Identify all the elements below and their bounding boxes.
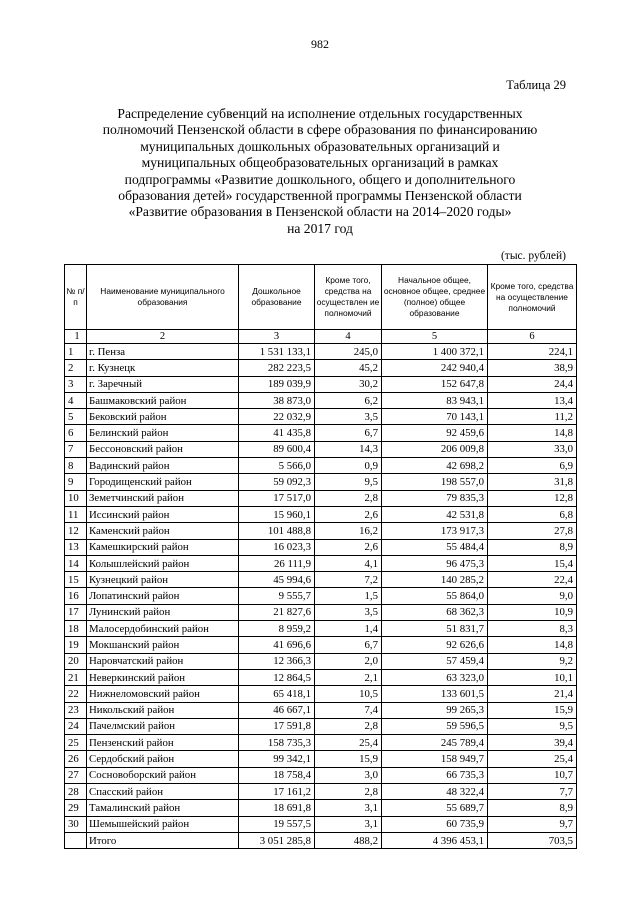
municipality-name: Кузнецкий район [87, 572, 239, 588]
preschool-extra-value: 7,2 [315, 572, 382, 588]
general-extra-value: 12,8 [488, 490, 577, 506]
preschool-extra-value: 2,6 [315, 539, 382, 555]
column-number: 6 [488, 330, 577, 344]
table-row [65, 669, 577, 685]
total-label: Итого [87, 832, 239, 848]
general-extra-value: 14,8 [488, 425, 577, 441]
column-number: 1 [65, 330, 87, 344]
total-general-extra: 703,5 [488, 832, 577, 848]
general-value: 92 459,6 [382, 425, 488, 441]
row-number: 20 [65, 653, 87, 669]
row-number: 26 [65, 751, 87, 767]
general-extra-value: 10,9 [488, 604, 577, 620]
preschool-value: 99 342,1 [239, 751, 315, 767]
preschool-extra-value: 16,2 [315, 523, 382, 539]
general-extra-value: 24,4 [488, 376, 577, 392]
preschool-extra-value: 14,3 [315, 441, 382, 457]
preschool-extra-value: 25,4 [315, 735, 382, 751]
municipality-name: Иссинский район [87, 506, 239, 522]
header-preschool: Дошкольное образование [239, 265, 315, 330]
table-row [65, 751, 577, 767]
general-value: 140 285,2 [382, 572, 488, 588]
row-number: 22 [65, 686, 87, 702]
preschool-value: 9 555,7 [239, 588, 315, 604]
municipality-name: Сосновоборский район [87, 767, 239, 783]
municipality-name: Башмаковский район [87, 392, 239, 408]
preschool-extra-value: 15,9 [315, 751, 382, 767]
total-row [65, 832, 577, 848]
general-value: 133 601,5 [382, 686, 488, 702]
general-value: 79 835,3 [382, 490, 488, 506]
municipality-name: Никольский район [87, 702, 239, 718]
table-row [65, 392, 577, 408]
header-general: Начальное общее, основное общее, среднее (полное) общее образование [382, 265, 488, 330]
general-value: 70 143,1 [382, 409, 488, 425]
municipality-name: Наровчатский район [87, 653, 239, 669]
municipality-name: Пачелмский район [87, 718, 239, 734]
municipality-name: г. Пенза [87, 344, 239, 360]
total-number-cell [65, 832, 87, 848]
preschool-extra-value: 3,1 [315, 800, 382, 816]
general-value: 55 484,4 [382, 539, 488, 555]
general-extra-value: 33,0 [488, 441, 577, 457]
table-row [65, 637, 577, 653]
general-value: 92 626,6 [382, 637, 488, 653]
preschool-extra-value: 6,7 [315, 425, 382, 441]
preschool-value: 12 864,5 [239, 669, 315, 685]
row-number: 15 [65, 572, 87, 588]
general-extra-value: 21,4 [488, 686, 577, 702]
row-number: 12 [65, 523, 87, 539]
municipality-name: Шемышейский район [87, 816, 239, 832]
row-number: 21 [65, 669, 87, 685]
preschool-extra-value: 9,5 [315, 474, 382, 490]
preschool-extra-value: 2,8 [315, 718, 382, 734]
municipality-name: Неверкинский район [87, 669, 239, 685]
header-general-extra: Кроме того, средства на осуществление полномочий [488, 265, 577, 330]
table-row [65, 718, 577, 734]
preschool-extra-value: 1,5 [315, 588, 382, 604]
general-extra-value: 6,8 [488, 506, 577, 522]
preschool-value: 1 531 133,1 [239, 344, 315, 360]
preschool-value: 89 600,4 [239, 441, 315, 457]
general-value: 51 831,7 [382, 621, 488, 637]
table-row [65, 621, 577, 637]
row-number: 13 [65, 539, 87, 555]
general-extra-value: 39,4 [488, 735, 577, 751]
preschool-value: 17 161,2 [239, 784, 315, 800]
total-preschool-extra: 488,2 [315, 832, 382, 848]
general-extra-value: 25,4 [488, 751, 577, 767]
general-extra-value: 8,9 [488, 539, 577, 555]
general-extra-value: 6,9 [488, 458, 577, 474]
general-extra-value: 9,5 [488, 718, 577, 734]
table-row [65, 572, 577, 588]
header-num: № п/п [65, 265, 87, 330]
column-number: 4 [315, 330, 382, 344]
general-value: 206 009,8 [382, 441, 488, 457]
general-value: 83 943,1 [382, 392, 488, 408]
preschool-value: 12 366,3 [239, 653, 315, 669]
row-number: 25 [65, 735, 87, 751]
general-value: 198 557,0 [382, 474, 488, 490]
general-extra-value: 9,0 [488, 588, 577, 604]
table-row [65, 474, 577, 490]
municipality-name: Лунинский район [87, 604, 239, 620]
column-number: 3 [239, 330, 315, 344]
table-row [65, 360, 577, 376]
general-value: 66 735,3 [382, 767, 488, 783]
row-number: 6 [65, 425, 87, 441]
preschool-value: 26 111,9 [239, 555, 315, 571]
total-preschool: 3 051 285,8 [239, 832, 315, 848]
title-line: на 2017 год [287, 220, 353, 236]
general-value: 158 949,7 [382, 751, 488, 767]
preschool-value: 17 517,0 [239, 490, 315, 506]
municipality-name: Земетчинский район [87, 490, 239, 506]
preschool-value: 59 092,3 [239, 474, 315, 490]
municipality-name: Сердобский район [87, 751, 239, 767]
municipality-name: Белинский район [87, 425, 239, 441]
preschool-value: 282 223,5 [239, 360, 315, 376]
preschool-extra-value: 3,5 [315, 604, 382, 620]
preschool-value: 45 994,6 [239, 572, 315, 588]
general-value: 68 362,3 [382, 604, 488, 620]
table-row [65, 702, 577, 718]
row-number: 17 [65, 604, 87, 620]
table-row [65, 555, 577, 571]
general-value: 42 531,8 [382, 506, 488, 522]
general-extra-value: 27,8 [488, 523, 577, 539]
table-row [65, 490, 577, 506]
table-row [65, 800, 577, 816]
preschool-extra-value: 6,2 [315, 392, 382, 408]
municipality-name: Бековский район [87, 409, 239, 425]
table-row [65, 441, 577, 457]
municipality-name: Колышлейский район [87, 555, 239, 571]
header-preschool-extra: Кроме того, средства на осуществлен ие полномочий [315, 265, 382, 330]
row-number: 14 [65, 555, 87, 571]
general-extra-value: 11,2 [488, 409, 577, 425]
general-extra-value: 8,9 [488, 800, 577, 816]
table-row [65, 767, 577, 783]
general-value: 48 322,4 [382, 784, 488, 800]
municipality-name: г. Кузнецк [87, 360, 239, 376]
page-number: 982 [311, 37, 329, 51]
header-name: Наименование муниципального образования [87, 265, 239, 330]
municipality-name: Тамалинский район [87, 800, 239, 816]
preschool-extra-value: 2,6 [315, 506, 382, 522]
row-number: 24 [65, 718, 87, 734]
row-number: 11 [65, 506, 87, 522]
document-title [70, 106, 570, 237]
general-extra-value: 10,1 [488, 669, 577, 685]
column-number: 5 [382, 330, 488, 344]
table-row [65, 506, 577, 522]
municipality-name: Пензенский район [87, 735, 239, 751]
municipality-name: Камешкирский район [87, 539, 239, 555]
preschool-value: 15 960,1 [239, 506, 315, 522]
row-number: 7 [65, 441, 87, 457]
row-number: 19 [65, 637, 87, 653]
municipality-name: Нижнеломовский район [87, 686, 239, 702]
general-value: 152 647,8 [382, 376, 488, 392]
general-value: 55 689,7 [382, 800, 488, 816]
municipality-name: Мокшанский район [87, 637, 239, 653]
general-value: 242 940,4 [382, 360, 488, 376]
municipality-name: Бессоновский район [87, 441, 239, 457]
units-note: (тыс. рублей) [500, 250, 566, 262]
title-line: Распределение субвенций на исполнение отдельных государственных [117, 106, 523, 121]
municipality-name: Городищенский район [87, 474, 239, 490]
general-extra-value: 14,8 [488, 637, 577, 653]
table-row [65, 376, 577, 392]
row-number: 28 [65, 784, 87, 800]
general-value: 1 400 372,1 [382, 344, 488, 360]
municipality-name: Лопатинский район [87, 588, 239, 604]
header-row [65, 265, 577, 330]
preschool-value: 22 032,9 [239, 409, 315, 425]
table-row [65, 653, 577, 669]
preschool-value: 8 959,2 [239, 621, 315, 637]
general-value: 42 698,2 [382, 458, 488, 474]
table-body [65, 344, 577, 833]
column-number: 2 [87, 330, 239, 344]
general-extra-value: 15,4 [488, 555, 577, 571]
preschool-value: 5 566,0 [239, 458, 315, 474]
row-number: 10 [65, 490, 87, 506]
general-value: 173 917,3 [382, 523, 488, 539]
preschool-value: 41 696,6 [239, 637, 315, 653]
row-number: 3 [65, 376, 87, 392]
preschool-value: 158 735,3 [239, 735, 315, 751]
preschool-value: 65 418,1 [239, 686, 315, 702]
table-row [65, 735, 577, 751]
preschool-extra-value: 2,1 [315, 669, 382, 685]
row-number: 29 [65, 800, 87, 816]
table-row [65, 784, 577, 800]
general-value: 60 735,9 [382, 816, 488, 832]
preschool-extra-value: 0,9 [315, 458, 382, 474]
title-line: муниципальных общеобразовательных организаций в рамках [141, 155, 499, 171]
preschool-extra-value: 3,0 [315, 767, 382, 783]
row-number: 9 [65, 474, 87, 490]
general-value: 99 265,3 [382, 702, 488, 718]
preschool-value: 18 691,8 [239, 800, 315, 816]
row-number: 8 [65, 458, 87, 474]
preschool-value: 17 591,8 [239, 718, 315, 734]
municipality-name: Спасский район [87, 784, 239, 800]
row-number: 1 [65, 344, 87, 360]
subvention-table [64, 264, 577, 849]
general-extra-value: 9,7 [488, 816, 577, 832]
preschool-value: 38 873,0 [239, 392, 315, 408]
row-number: 30 [65, 816, 87, 832]
preschool-value: 46 667,1 [239, 702, 315, 718]
column-numbers-row [65, 330, 577, 344]
row-number: 18 [65, 621, 87, 637]
table-row [65, 539, 577, 555]
table-row [65, 686, 577, 702]
table-row [65, 344, 577, 360]
preschool-extra-value: 245,0 [315, 344, 382, 360]
title-line: полномочий Пензенской области в сфере образования по финансированию [102, 122, 538, 138]
row-number: 16 [65, 588, 87, 604]
general-extra-value: 10,7 [488, 767, 577, 783]
title-line: «Развитие образования в Пензенской области на 2014–2020 годы» [128, 204, 512, 220]
preschool-extra-value: 7,4 [315, 702, 382, 718]
preschool-extra-value: 10,5 [315, 686, 382, 702]
preschool-extra-value: 2,0 [315, 653, 382, 669]
table-row [65, 604, 577, 620]
municipality-name: Малосердобинский район [87, 621, 239, 637]
table-label: Таблица 29 [506, 78, 566, 92]
preschool-extra-value: 45,2 [315, 360, 382, 376]
row-number: 27 [65, 767, 87, 783]
preschool-extra-value: 1,4 [315, 621, 382, 637]
general-extra-value: 31,8 [488, 474, 577, 490]
preschool-value: 19 557,5 [239, 816, 315, 832]
preschool-extra-value: 4,1 [315, 555, 382, 571]
title-line: муниципальных дошкольных образовательных организаций и [140, 138, 500, 154]
general-extra-value: 13,4 [488, 392, 577, 408]
general-extra-value: 15,9 [488, 702, 577, 718]
general-extra-value: 7,7 [488, 784, 577, 800]
table-row [65, 523, 577, 539]
preschool-extra-value: 2,8 [315, 784, 382, 800]
general-value: 245 789,4 [382, 735, 488, 751]
table-row [65, 816, 577, 832]
preschool-value: 189 039,9 [239, 376, 315, 392]
general-extra-value: 22,4 [488, 572, 577, 588]
preschool-value: 21 827,6 [239, 604, 315, 620]
general-extra-value: 38,9 [488, 360, 577, 376]
preschool-value: 16 023,3 [239, 539, 315, 555]
general-value: 59 596,5 [382, 718, 488, 734]
municipality-name: Каменский район [87, 523, 239, 539]
preschool-extra-value: 6,7 [315, 637, 382, 653]
preschool-value: 101 488,8 [239, 523, 315, 539]
table-row [65, 588, 577, 604]
table-row [65, 409, 577, 425]
row-number: 4 [65, 392, 87, 408]
total-general: 4 396 453,1 [382, 832, 488, 848]
preschool-extra-value: 2,8 [315, 490, 382, 506]
general-value: 63 323,0 [382, 669, 488, 685]
table-row [65, 458, 577, 474]
title-line: образования детей» государственной программы Пензенской области [118, 188, 522, 204]
preschool-extra-value: 30,2 [315, 376, 382, 392]
row-number: 23 [65, 702, 87, 718]
preschool-extra-value: 3,5 [315, 409, 382, 425]
preschool-value: 41 435,8 [239, 425, 315, 441]
table-row [65, 425, 577, 441]
general-value: 55 864,0 [382, 588, 488, 604]
preschool-value: 18 758,4 [239, 767, 315, 783]
general-extra-value: 224,1 [488, 344, 577, 360]
general-value: 57 459,4 [382, 653, 488, 669]
row-number: 5 [65, 409, 87, 425]
municipality-name: Вадинский район [87, 458, 239, 474]
municipality-name: г. Заречный [87, 376, 239, 392]
preschool-extra-value: 3,1 [315, 816, 382, 832]
row-number: 2 [65, 360, 87, 376]
title-line: подпрограммы «Развитие дошкольного, общего и дополнительного [124, 171, 516, 187]
general-extra-value: 9,2 [488, 653, 577, 669]
general-extra-value: 8,3 [488, 621, 577, 637]
general-value: 96 475,3 [382, 555, 488, 571]
